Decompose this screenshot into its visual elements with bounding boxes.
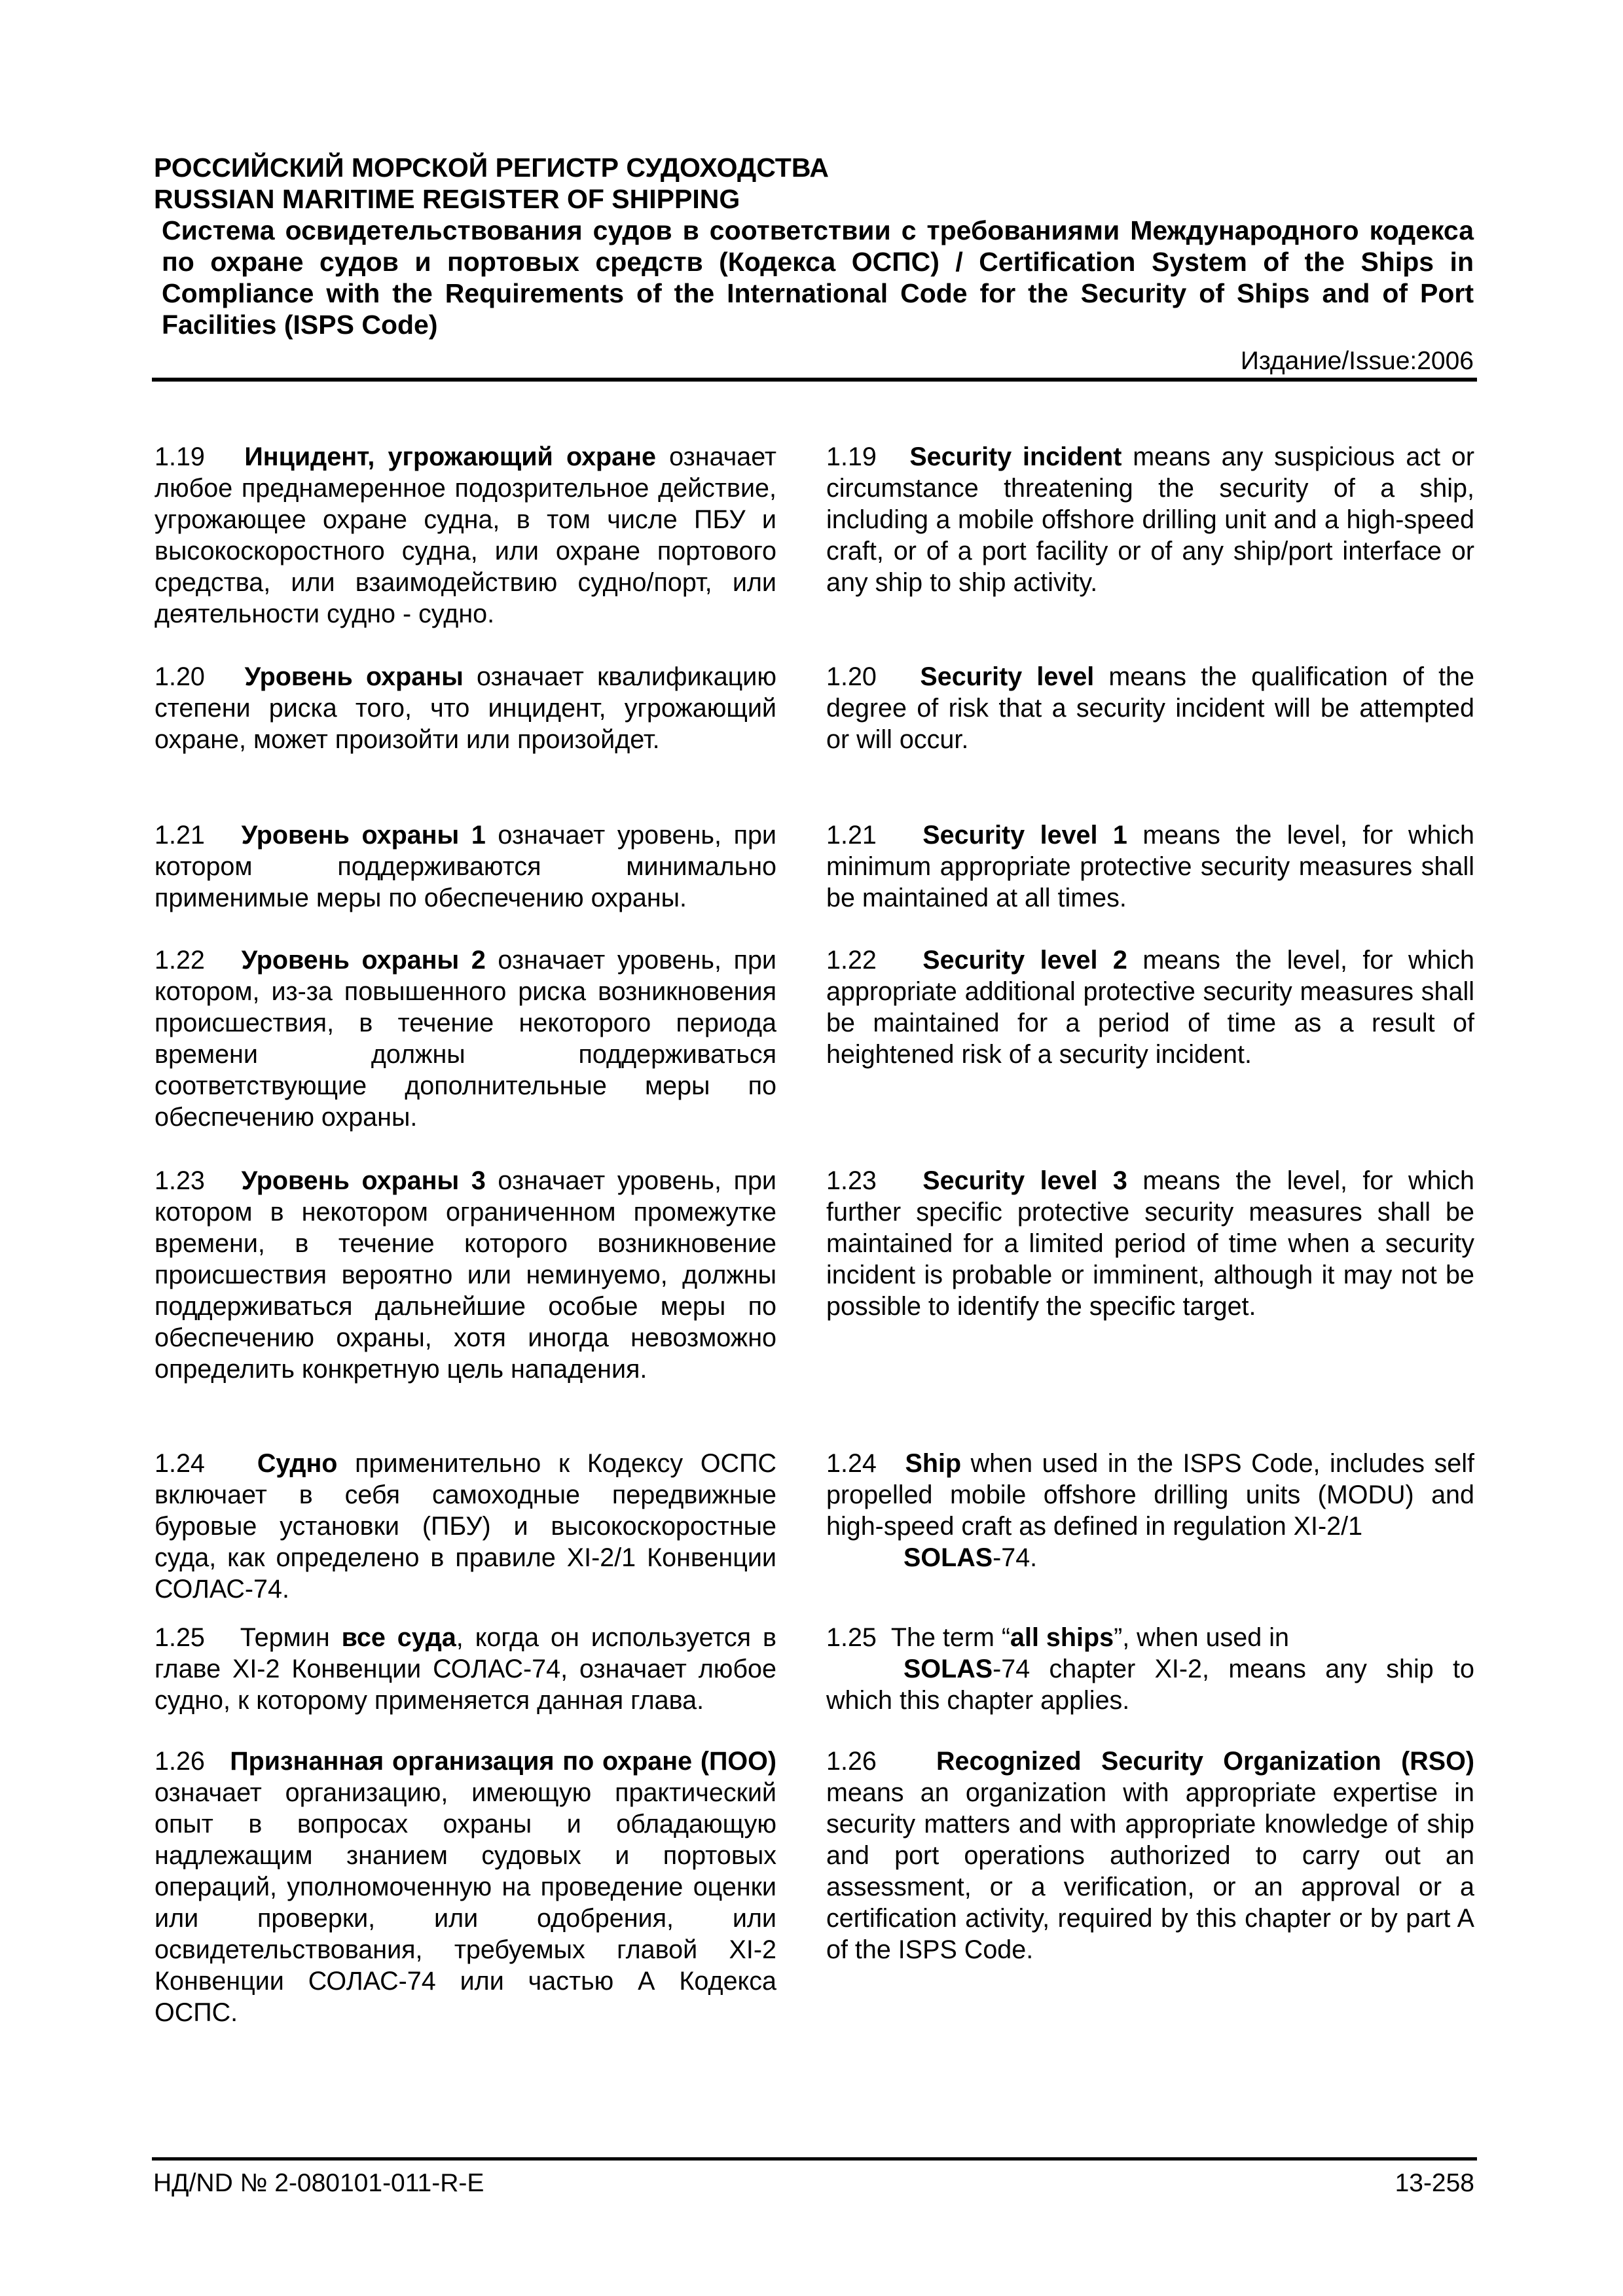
footer-rule (152, 2157, 1477, 2161)
org-name-en: RUSSIAN MARITIME REGISTER OF SHIPPING (154, 184, 740, 214)
section-1-24-en: 1.24 Ship when used in the ISPS Code, includes self propelled mobile offshore drilling units (MODU) and high-speed craft as defined in regulation XI-2/1 SOLAS-74. (826, 1449, 1474, 1572)
section-1-20-ru: 1.20 Уровень охраны означает квалификацию степени риска того, что инцидент, угрожающий охране, может произойти или произойдет. (155, 662, 776, 754)
section-1-21-ru: 1.21 Уровень охраны 1 означает уровень, при котором поддерживаются минимально применимые меры по обеспечению охраны. (155, 821, 776, 912)
section-1-22-en: 1.22 Security level 2 means the level, for which appropriate additional protective security measures shall be maintained for a period of time as a result of heightened risk of a security incident. (826, 946, 1474, 1069)
section-1-26-ru: 1.26 Признанная организация по охране (ПОО) означает организацию, имеющую практический опыт в вопросах охраны и обладающую надлежащим знанием судовых и портовых операций, уполномоченную на проведение оценки или проверки, или одобрения, или освидетельствования, требуемых главой XI-2 Конвенции СОЛАС-74 или частью А Кодекса ОСПС. (155, 1747, 776, 2027)
header-rule (152, 378, 1477, 382)
document-header (154, 152, 1474, 377)
section-1-23-ru: 1.23 Уровень охраны 3 означает уровень, при котором в некотором ограниченном промежутке времени, в течение которого возникновение происшествия вероятно или неминуемо, должны поддерживаться дальнейшие особые меры по обеспечению охраны, хотя иногда невозможно определить конкретную цель нападения. (155, 1166, 776, 1384)
section-1-19-ru: 1.19 Инцидент, угрожающий охране означает любое преднамеренное подозрительное действие, угрожающее охране судна, в том числе ПБУ и высокоскоростного судна, или охране портового средства, или взаимодействию судно/порт, или деятельности судно - судно. (155, 442, 776, 628)
section-1-25-ru: 1.25 Термин все суда, когда он используется в главе XI-2 Конвенции СОЛАС-74, означает любое судно, к которому применяется данная глава. (155, 1623, 777, 1715)
section-1-19-en: 1.19 Security incident means any suspicious act or circumstance threatening the security of a ship, including a mobile offshore drilling unit and a high-speed craft, or of a port facility or of any ship/port interface or any ship to ship activity. (826, 442, 1474, 597)
section-1-22-ru: 1.22 Уровень охраны 2 означает уровень, при котором, из-за повышенного риска возникновения происшествия, в течение некоторого периода времени должны поддерживаться соответствующие дополнительные меры по обеспечению охраны. (155, 946, 776, 1132)
section-1-20-en: 1.20 Security level means the qualification of the degree of risk that a security incident will be attempted or will occur. (826, 662, 1474, 754)
section-1-25-en: 1.25 The term “all ships”, when used in SOLAS-74 chapter XI-2, means any ship to which this chapter applies. (826, 1623, 1474, 1715)
doc-number: НД/ND № 2-080101-011-R-E (153, 2169, 484, 2197)
system-title: Система освидетельствования судов в соответствии с требованиями Международного кодекса по охране судов и портовых средств (Кодекса ОСПС) / Certification System of the Ships in Compliance with the Requirements of the International Code for the Security of Ships and of Port Facilities (ISPS Code) (162, 215, 1474, 340)
page-number: 13-258 (1395, 2169, 1474, 2197)
section-1-24-ru: 1.24 Судно применительно к Кодексу ОСПС включает в себя самоходные передвижные буровые установки (ПБУ) и высокоскоростные суда, как определено в правиле XI-2/1 Конвенции СОЛАС-74. (155, 1449, 776, 1604)
edition-label: Издание/Issue:2006 (1240, 347, 1474, 375)
section-1-26-en: 1.26 Recognized Security Organization (RSO) means an organization with appropriate expertise in security matters and with appropriate knowledge of ship and port operations authorized to carry out an assessment, or a verification, or an approval or a certification activity, required by this chapter or by part A of the ISPS Code. (826, 1747, 1474, 1964)
section-1-21-en: 1.21 Security level 1 means the level, for which minimum appropriate protective security measures shall be maintained at all times. (826, 821, 1474, 912)
section-1-23-en: 1.23 Security level 3 means the level, for which further specific protective security measures shall be maintained for a limited period of time when a security incident is probable or imminent, although it may not be possible to identify the specific target. (826, 1166, 1474, 1321)
org-name-ru: РОССИЙСКИЙ МОРСКОЙ РЕГИСТР СУДОХОДСТВА (154, 152, 830, 183)
